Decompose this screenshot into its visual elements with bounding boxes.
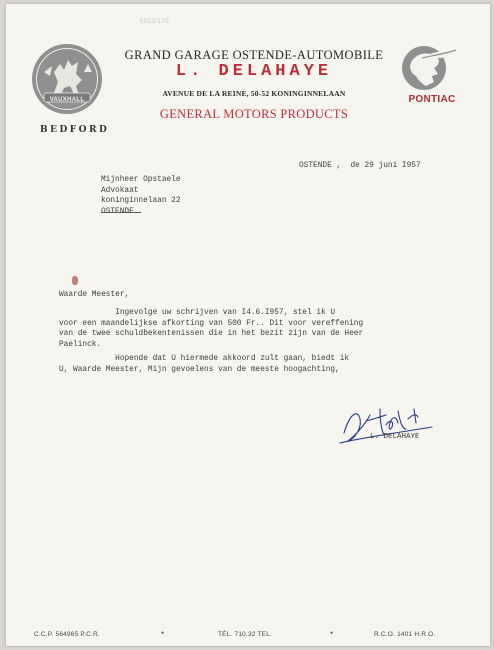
recipient-line: Advokaat bbox=[101, 186, 139, 195]
place-and-date: OSTENDE , de 29 juni I957 bbox=[299, 162, 421, 170]
body-line: Hopende dat U hiermede akkoord zult gaan, biedt ik bbox=[59, 355, 350, 363]
footer-separator: • bbox=[161, 628, 165, 638]
bedford-caption: BEDFORD bbox=[40, 125, 110, 135]
archive-stamp: 5023/170 bbox=[140, 19, 170, 25]
signer-name: L. DELAHAYE bbox=[370, 433, 420, 441]
vauxhall-brand-text: VAUXHALL bbox=[49, 97, 85, 103]
pin-mark bbox=[72, 276, 78, 285]
body-paragraph-1 bbox=[59, 308, 363, 351]
pontiac-indian-head-logo bbox=[400, 44, 460, 92]
footer-rco: R.C.O. 1401 H.R.O. bbox=[374, 631, 436, 638]
company-name: GRAND GARAGE OSTENDE-AUTOMOBILE bbox=[124, 48, 384, 62]
footer-ccp: C.C.P. 564965 P.C.R. bbox=[34, 631, 100, 638]
recipient-line: koninginnelaan 22 bbox=[101, 197, 181, 206]
pontiac-brand-text: PONTIAC bbox=[408, 94, 456, 105]
recipient-city: OSTENDE bbox=[101, 208, 134, 217]
recipient-city-underline bbox=[101, 212, 141, 213]
body-line: Paelinck. bbox=[59, 341, 102, 350]
vauxhall-griffin-logo bbox=[30, 42, 104, 116]
products-line: GENERAL MOTORS PRODUCTS bbox=[159, 107, 349, 121]
body-paragraph-2 bbox=[59, 354, 349, 375]
recipient-line: Mijnheer Opstaele bbox=[101, 176, 181, 184]
body-line: Ingevolge uw schrijven van I4.6.I957, stel ik U bbox=[59, 309, 336, 317]
letter-page bbox=[6, 4, 490, 646]
footer-telephone: TÉL. 710.32 TEL. bbox=[218, 631, 273, 638]
salutation: Waarde Meester, bbox=[59, 291, 130, 299]
body-line: U, Waarde Meester, Mijn gevoelens van de meeste hoogachting, bbox=[59, 365, 340, 374]
owner-name: L. DELAHAYE bbox=[175, 62, 333, 81]
footer-separator: • bbox=[330, 628, 334, 638]
company-address: AVENUE DE LA REINE, 50-52 KONINGINNELAAN bbox=[162, 89, 346, 98]
body-line: van de twee schuldbekentenissen die in het bezit zijn van de Heer bbox=[59, 330, 364, 339]
body-line: voor een maandelijkse afkorting van 500 Fr.. Dit voor vereffening bbox=[59, 319, 364, 328]
